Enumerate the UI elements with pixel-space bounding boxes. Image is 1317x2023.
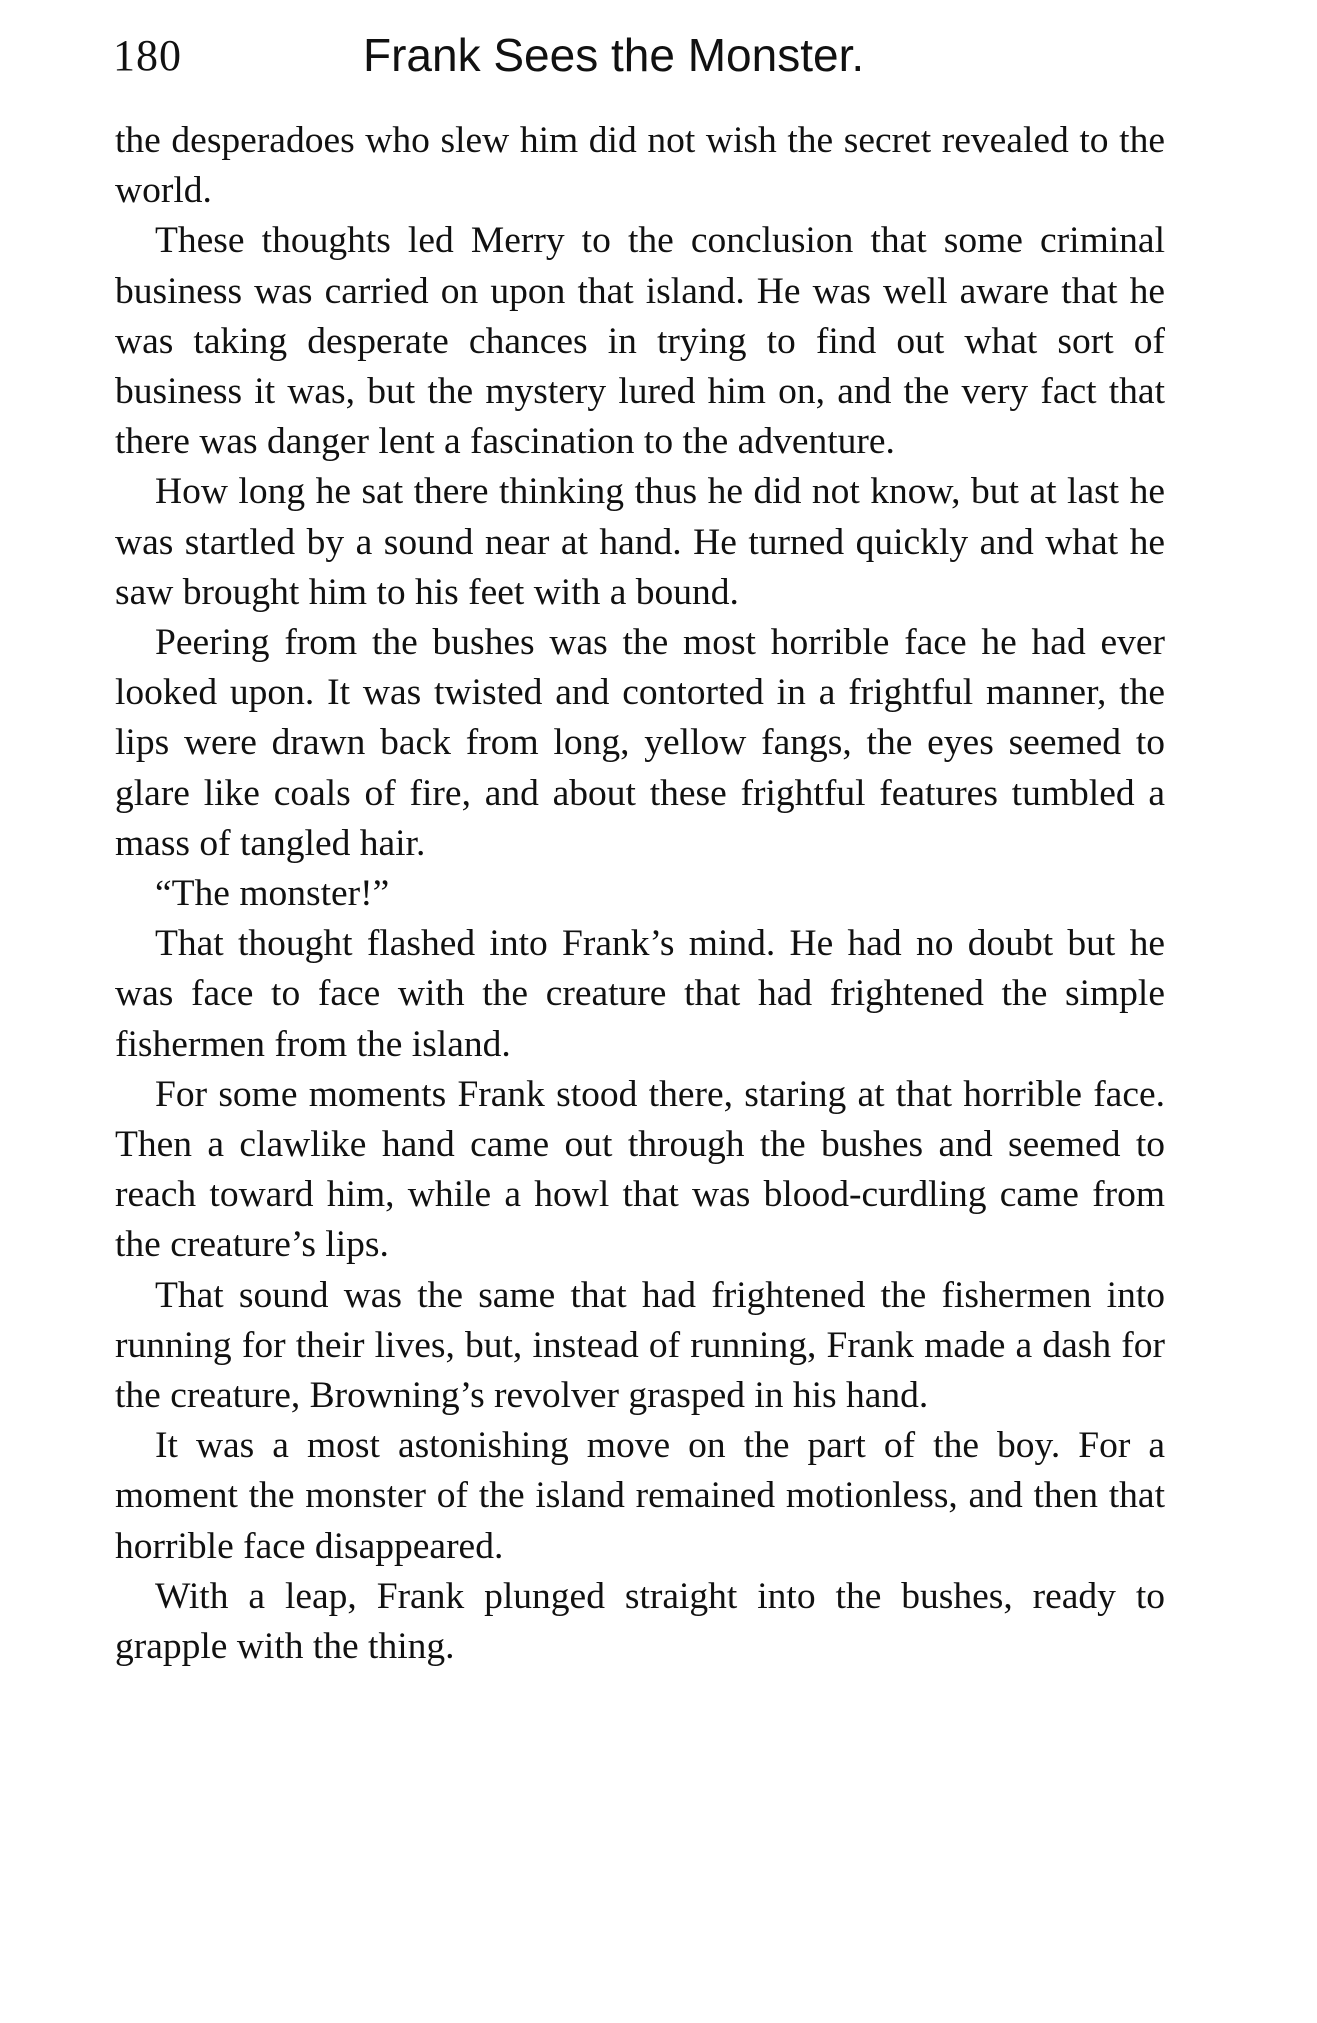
body-text	[115, 116, 1165, 1672]
paragraph: For some moments Frank stood there, staring at that horrible face. Then a clawlike hand came out through the bushes and seemed to reach toward him, while a howl that was blood-curdling came from the creature’s lips.	[115, 1073, 1165, 1266]
paragraph: How long he sat there thinking thus he did not know, but at last he was startled by a sound near at hand. He turned quickly and what he saw brought him to his feet with a bound.	[115, 471, 1165, 613]
page-header	[113, 22, 1163, 102]
paragraph-exclamation: “The monster!”	[155, 873, 390, 915]
paragraph: These thoughts led Merry to the conclusion that some criminal business was carried on upon that island. He was well aware that he was taking desperate chances in trying to find out what sort of business it was, but the mystery lured him on, and the very fact that there was danger lent a fascination to the adventure.	[115, 220, 1165, 463]
paragraph-continued: the desperadoes who slew him did not wish the secret revealed to the world.	[115, 120, 1165, 212]
paragraph: Peering from the bushes was the most horrible face he had ever looked upon. It was twisted and contorted in a frightful manner, the lips were drawn back from long, yellow fangs, the eyes seemed to glare like coals of fire, and about these frightful features tumbled a mass of tangled hair.	[115, 622, 1165, 864]
paragraph: That thought flashed into Frank’s mind. He had no doubt but he was face to face with the creature that had frightened the simple fishermen from the island.	[115, 923, 1165, 1065]
paragraph: That sound was the same that had frightened the fishermen into running for their lives, but, instead of running, Frank made a dash for the creature, Browning’s revolver grasped in his hand.	[115, 1274, 1165, 1417]
running-title: Frank Sees the Monster.	[363, 29, 865, 81]
page-number: 180	[113, 31, 182, 80]
paragraph: With a leap, Frank plunged straight into the bushes, ready to grapple with the thing.	[115, 1575, 1165, 1668]
paragraph: It was a most astonishing move on the part of the boy. For a moment the monster of the island remained motionless, and then that horrible face disappeared.	[115, 1425, 1165, 1567]
